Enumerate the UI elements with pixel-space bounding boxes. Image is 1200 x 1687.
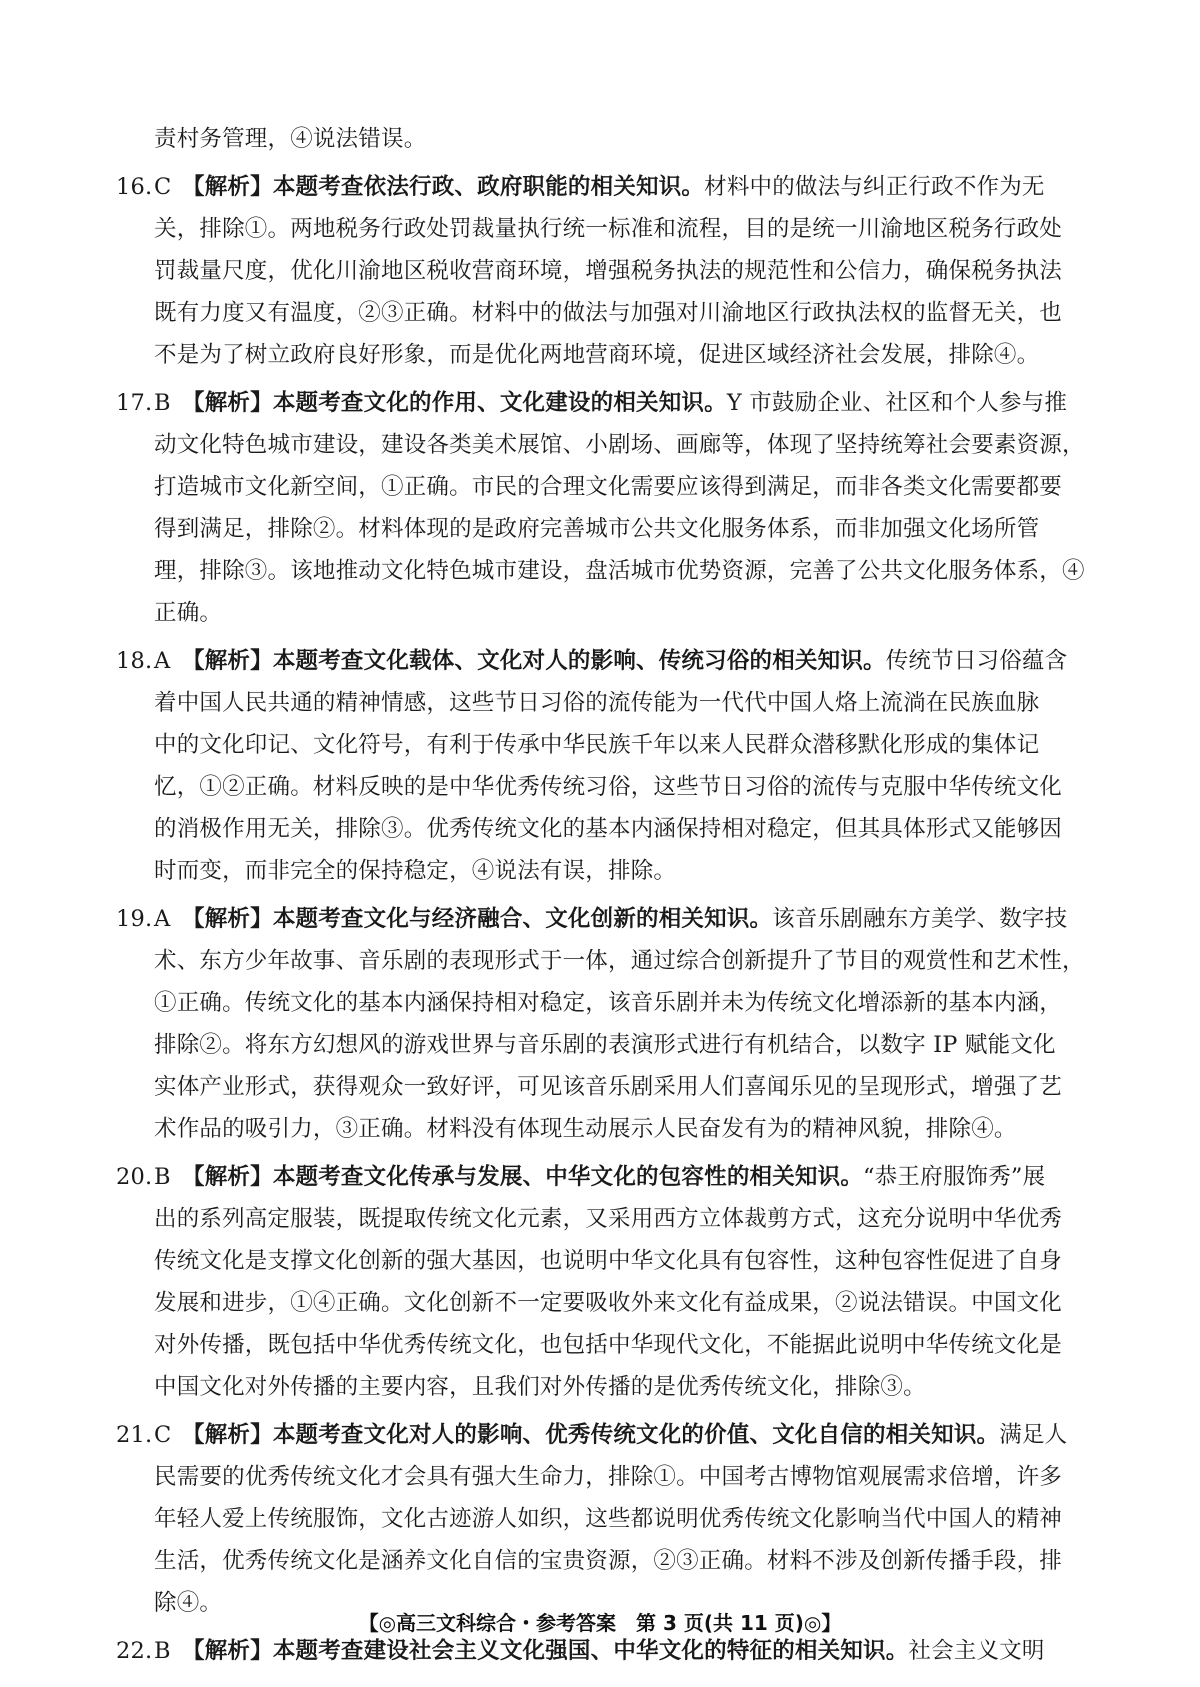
analysis-line: 正确。 [154, 600, 223, 626]
answer-letter: C [154, 174, 172, 200]
analysis-line: 忆，①②正确。材料反映的是中华优秀传统习俗，这些节日习俗的流传与克服中华传统文化 [154, 774, 1063, 800]
analysis-label: 【解析】 [182, 174, 273, 200]
analysis-line: 时而变，而非完全的保持稳定，④说法有误，排除。 [154, 858, 677, 884]
item-head [116, 1156, 1090, 1198]
analysis-text: Y 市鼓励企业、社区和个人参与推 [726, 390, 1068, 416]
analysis-line: 理，排除③。该地推动文化特色城市建设，盘活城市优势资源，完善了公共文化服务体系，④ [154, 558, 1085, 584]
analysis-line: 中国文化对外传播的主要内容，且我们对外传播的是优秀传统文化，排除③。 [154, 1374, 926, 1400]
analysis-label: 【解析】 [182, 1638, 273, 1664]
analysis-text: 材料中的做法与纠正行政不作为无 [704, 174, 1045, 200]
analysis-line: 关，排除①。两地税务行政处罚裁量执行统一标准和流程，目的是统一川渝地区税务行政处 [154, 216, 1063, 242]
analysis-line: 着中国人民共通的精神情感，这些节日习俗的流传能为一代代中国人烙上流淌在民族血脉 [154, 690, 1040, 716]
analysis-label: 【解析】 [182, 1422, 273, 1448]
question-number: 22. [116, 1638, 153, 1664]
analysis-label: 【解析】 [182, 906, 273, 932]
analysis-line: 的消极作用无关，排除③。优秀传统文化的基本内涵保持相对稳定，但其具体形式又能够因 [154, 816, 1063, 842]
question-number: 19. [116, 906, 153, 932]
answer-letter: B [154, 390, 171, 416]
topic-statement: 本题考查文化传承与发展、中华文化的包容性的相关知识。 [272, 1164, 864, 1190]
analysis-line: 术作品的吸引力，③正确。材料没有体现生动展示人民奋发有为的精神风貌，排除④。 [154, 1116, 1017, 1142]
analysis-line: 生活，优秀传统文化是涵养文化自信的宝贵资源，②③正确。材料不涉及创新传播手段，排 [154, 1548, 1063, 1574]
topic-statement: 本题考查文化载体、文化对人的影响、传统习俗的相关知识。 [272, 648, 886, 674]
analysis-line: 中的文化印记、文化符号，有利于传承中华民族千年以来人民群众潜移默化形成的集体记 [154, 732, 1040, 758]
analysis-line: 不是为了树立政府良好形象，而是优化两地营商环境，促进区域经济社会发展，排除④。 [154, 342, 1040, 368]
topic-statement: 本题考查建设社会主义文化强国、中华文化的特征的相关知识。 [272, 1638, 909, 1664]
topic-statement: 本题考查文化对人的影响、优秀传统文化的价值、文化自信的相关知识。 [272, 1422, 1000, 1448]
analysis-line: 排除②。将东方幻想风的游戏世界与音乐剧的表演形式进行有机结合，以数字 IP 赋能文化 [154, 1032, 1056, 1058]
question-number: 16. [116, 174, 153, 200]
answer-item-17 [116, 382, 1090, 634]
item-head [116, 1414, 1090, 1456]
analysis-line: ①正确。传统文化的基本内涵保持相对稳定，该音乐剧并未为传统文化增添新的基本内涵， [154, 990, 1063, 1016]
analysis-line: 民需要的优秀传统文化才会具有强大生命力，排除①。中国考古博物馆观展需求倍增，许多 [154, 1464, 1063, 1490]
answer-letter: A [154, 906, 171, 932]
answer-item-20 [116, 1156, 1090, 1408]
item-head [116, 166, 1090, 208]
analysis-line: 实体产业形式，获得观众一致好评，可见该音乐剧采用人们喜闻乐见的呈现形式，增强了艺 [154, 1074, 1063, 1100]
analysis-text: “恭王府服饰秀”展 [863, 1164, 1046, 1190]
item-head [116, 382, 1090, 424]
question-number: 17. [116, 390, 153, 416]
analysis-label: 【解析】 [182, 1164, 273, 1190]
analysis-line: 既有力度又有温度，②③正确。材料中的做法与加强对川渝地区行政执法权的监督无关，也 [154, 300, 1063, 326]
analysis-text: 社会主义文明 [908, 1638, 1045, 1664]
analysis-line: 得到满足，排除②。材料体现的是政府完善城市公共文化服务体系，而非加强文化场所管 [154, 516, 1040, 542]
answer-item-21 [116, 1414, 1090, 1624]
analysis-line: 年轻人爱上传统服饰，文化古迹游人如织，这些都说明优秀传统文化影响当代中国人的精神 [154, 1506, 1063, 1532]
analysis-label: 【解析】 [182, 648, 273, 674]
answer-item-19 [116, 898, 1090, 1150]
topic-statement: 本题考查文化的作用、文化建设的相关知识。 [272, 390, 727, 416]
analysis-label: 【解析】 [182, 390, 273, 416]
item-head [116, 898, 1090, 940]
item-head [116, 640, 1090, 682]
answer-letter: B [154, 1638, 171, 1664]
analysis-line: 术、东方少年故事、音乐剧的表现形式于一体，通过综合创新提升了节目的观赏性和艺术性， [154, 948, 1085, 974]
analysis-text: 传统节日习俗蕴含 [885, 648, 1068, 674]
answer-letter: C [154, 1422, 172, 1448]
answer-item-16 [116, 166, 1090, 376]
analysis-line: 罚裁量尺度，优化川渝地区税收营商环境，增强税务执法的规范性和公信力，确保税务执法 [154, 258, 1063, 284]
answer-analysis-body [116, 118, 1090, 1672]
analysis-line: 除④。 [154, 1590, 223, 1616]
answer-letter: B [154, 1164, 171, 1190]
topic-statement: 本题考查文化与经济融合、文化创新的相关知识。 [272, 906, 773, 932]
topic-statement: 本题考查依法行政、政府职能的相关知识。 [272, 174, 705, 200]
analysis-line: 传统文化是支撑文化创新的强大基因，也说明中华文化具有包容性，这种包容性促进了自身 [154, 1248, 1063, 1274]
question-number: 21. [116, 1422, 153, 1448]
analysis-line: 出的系列高定服装，既提取传统文化元素，又采用西方立体裁剪方式，这充分说明中华优秀 [154, 1206, 1063, 1232]
page-footer: 【◎高三文科综合・参考答案 第 3 页(共 11 页)◎】 [358, 1611, 842, 1635]
analysis-line: 发展和进步，①④正确。文化创新不一定要吸收外来文化有益成果，②说法错误。中国文化 [154, 1290, 1063, 1316]
answer-item-18 [116, 640, 1090, 892]
analysis-line: 对外传播，既包括中华优秀传统文化，也包括中华现代文化，不能据此说明中华传统文化是 [154, 1332, 1063, 1358]
answer-letter: A [154, 648, 171, 674]
analysis-text: 该音乐剧融东方美学、数字技 [772, 906, 1068, 932]
continued-line: 责村务管理，④说法错误。 [154, 126, 427, 152]
question-number: 18. [116, 648, 153, 674]
analysis-line: 动文化特色城市建设，建设各类美术展馆、小剧场、画廊等，体现了坚持统筹社会要素资源， [154, 432, 1085, 458]
analysis-text: 满足人 [999, 1422, 1068, 1448]
question-number: 20. [116, 1164, 153, 1190]
analysis-line: 打造城市文化新空间，①正确。市民的合理文化需要应该得到满足，而非各类文化需要都要 [154, 474, 1063, 500]
